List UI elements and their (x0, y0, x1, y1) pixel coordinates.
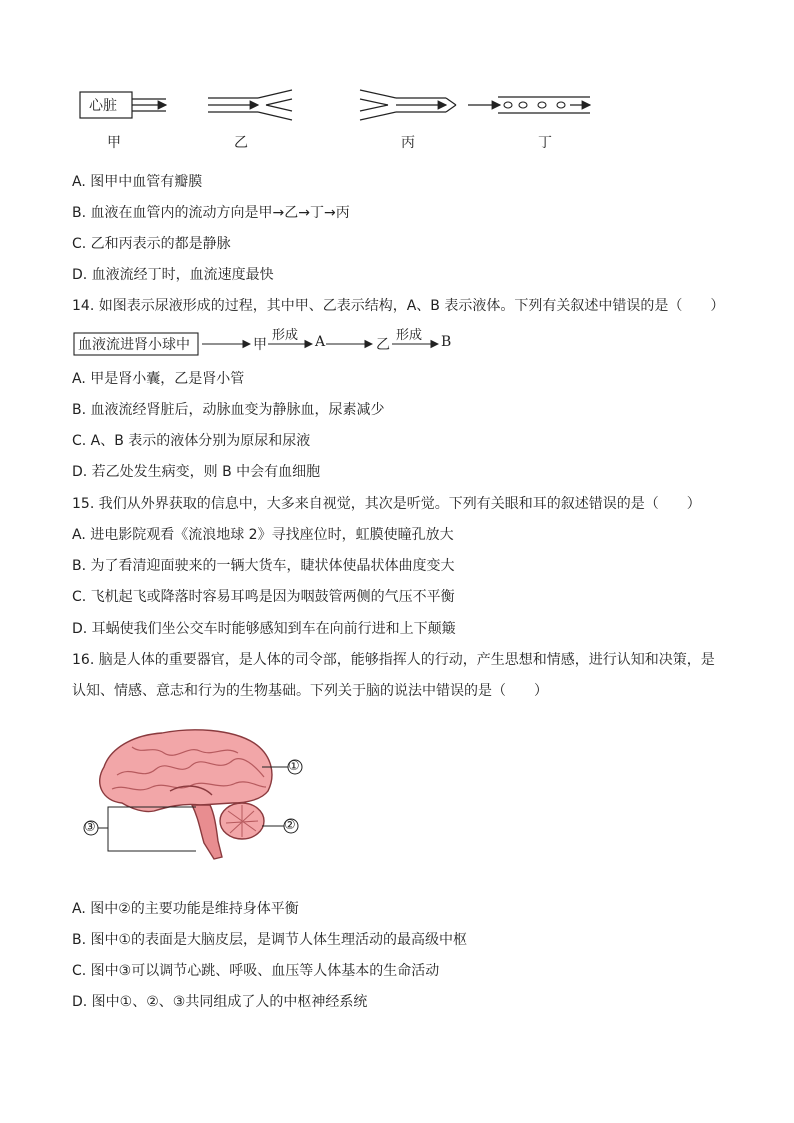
brain-label-2: ② (284, 818, 296, 833)
cerebrum (100, 730, 272, 812)
caption-yi: 乙 (234, 135, 248, 151)
q16-option-a: A. 图中②的主要功能是维持身体平衡 (72, 901, 299, 917)
caption-bing: 丙 (401, 135, 415, 151)
q14-option-b: B. 血液流经肾脏后，动脉血变为静脉血，尿素减少 (72, 402, 385, 418)
diagram-b: B (441, 334, 452, 350)
q15-option-c: C. 飞机起飞或降落时容易耳鸣是因为咽鼓管两侧的气压不平衡 (72, 589, 455, 605)
q16-option-c: C. 图中③可以调节心跳、呼吸、血压等人体基本的生命活动 (72, 963, 440, 979)
caption-jia: 甲 (107, 135, 121, 151)
diagram-form2: 形成 (396, 328, 423, 343)
q15-option-a: A. 进电影院观看《流浪地球 2》寻找座位时，虹膜使瞳孔放大 (72, 527, 454, 543)
urine-formation-diagram (72, 326, 492, 362)
diagram-box-text: 血液流进肾小球中 (78, 337, 190, 353)
brain-diagram (72, 725, 332, 865)
q15-option-b: B. 为了看清迎面驶来的一辆大货车，睫状体使晶状体曲度变大 (72, 558, 455, 574)
q14-option-c: C. A、B 表示的液体分别为原尿和尿液 (72, 433, 311, 449)
diagram-yi: 乙 (376, 337, 390, 353)
q13-option-d: D. 血液流经丁时，血流速度最快 (72, 267, 274, 283)
q13-option-c: C. 乙和丙表示的都是静脉 (72, 236, 231, 252)
vessel-jia (80, 92, 166, 118)
q16-option-d: D. 图中①、②、③共同组成了人的中枢神经系统 (72, 994, 368, 1010)
diagram-jia: 甲 (253, 337, 267, 353)
q15-stem: 15. 我们从外界获取的信息中，大多来自视觉，其次是听觉。下列有关眼和耳的叙述错误的是（ ） (72, 496, 701, 512)
q16-stem-line1: 16. 脑是人体的重要器官，是人体的司令部，能够指挥人的行动，产生思想和情感，进行认知和决策，是 (72, 652, 715, 668)
diagram-a: A (315, 334, 326, 350)
caption-ding: 丁 (538, 135, 552, 151)
q14-option-d: D. 若乙处发生病变，则 B 中会有血细胞 (72, 464, 321, 480)
heart-label: 心脏 (89, 98, 117, 114)
q14-stem: 14. 如图表示尿液形成的过程，其中甲、乙表示结构，A、B 表示液体。下列有关叙述中错误的是（ ） (72, 298, 725, 314)
q16-stem-line2: 认知、情感、意志和行为的生物基础。下列关于脑的说法中错误的是（ ） (72, 683, 548, 699)
diagram-form1: 形成 (272, 328, 299, 343)
cerebellum (220, 803, 264, 839)
q14-option-a: A. 甲是肾小囊，乙是肾小管 (72, 371, 245, 387)
vessel-ding (468, 97, 590, 113)
brain-label-1: ① (288, 759, 300, 774)
brainstem (192, 805, 222, 859)
q15-option-d: D. 耳蜗使我们坐公交车时能够感知到车在向前行进和上下颠簸 (72, 621, 456, 637)
vessel-yi (208, 90, 292, 120)
q13-option-b: B. 血液在血管内的流动方向是甲→乙→丁→丙 (72, 205, 350, 221)
brain-label-3: ③ (84, 820, 96, 835)
vessel-bing (360, 90, 456, 120)
q16-option-b: B. 图中①的表面是大脑皮层，是调节人体生理活动的最高级中枢 (72, 932, 468, 948)
q13-option-a: A. 图甲中血管有瓣膜 (72, 174, 203, 190)
